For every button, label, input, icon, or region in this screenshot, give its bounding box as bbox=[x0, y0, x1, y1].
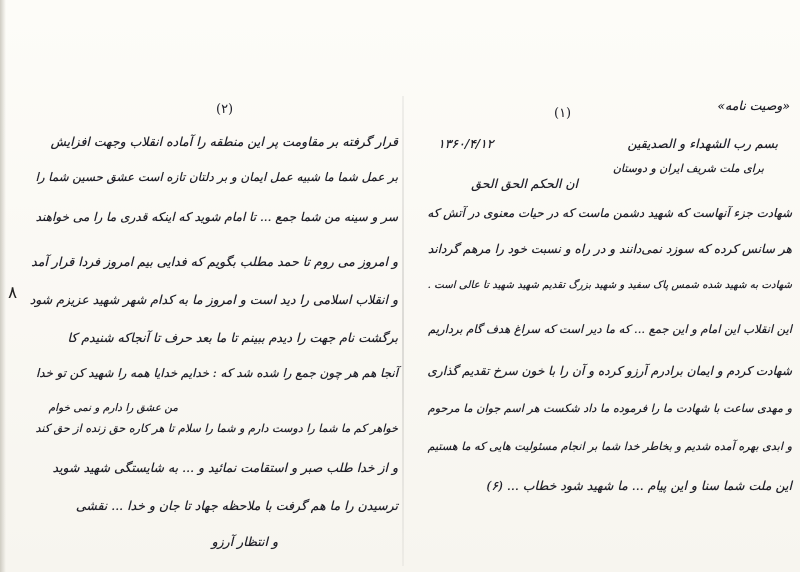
left-line-2: بر عمل شما ما شبیه عمل ایمان و بر دلتان تازه است عشق حسین شما را bbox=[35, 170, 398, 184]
right-page bbox=[420, 96, 792, 566]
letter-date: ۱۳۶۰/۴/۱۲ bbox=[438, 136, 494, 151]
left-line-6: برگشت نام جهت را دیدم ببینم تا ما بعد حرف تا آنجاکه شنیدم کا bbox=[67, 330, 398, 345]
body-line-1: شهادت جزء آنهاست که شهید دشمن ماست که در حیات معنوی در آتش که bbox=[427, 206, 792, 220]
page-number-1: (۱) bbox=[554, 106, 572, 121]
left-lower-line-1: خواهر کم ما شما را دوست دارم و شما را سلام تا هر کاره حق زنده از حق کند bbox=[35, 422, 398, 435]
page-fold bbox=[402, 96, 404, 566]
margin-page-number: ۸ bbox=[8, 283, 18, 303]
heading: ان الحکم الحق الحق bbox=[471, 176, 578, 191]
body-line-3: شهادت به شهید شده شمس پاک سفید و شهید بزرگ تقدیم شهید شهید تا عالی است . bbox=[427, 279, 792, 291]
left-closing-line: و انتظار آرزو bbox=[211, 534, 278, 549]
left-lower-line-3: ترسیدن را ما هم گرفت با ملاحظه جهاد تا جان و خدا ... نقشی bbox=[75, 498, 398, 513]
scan-edge-shadow bbox=[0, 0, 6, 572]
left-lower-line-2: و از خدا طلب صبر و استقامت نمائید و ... به شایستگی شهید شوید bbox=[52, 460, 398, 475]
left-line-1: قرار گرفته بر مقاومت پر این منطقه را آماده انقلاب وجهت افزایش bbox=[50, 134, 398, 149]
subheading: برای ملت شریف ایران و دوستان bbox=[612, 162, 764, 175]
left-line-4: و امروز می روم تا حمد مطلب بگویم که فدایی بیم امروز فردا قرار آمد bbox=[31, 254, 398, 269]
left-line-3: سر و سینه من شما جمع ... تا امام شوید که اینکه قدری ما را می خواهند bbox=[35, 210, 398, 224]
body-line-8: این ملت شما سنا و این پیام ... ما شهید شود خطاب ... (۶) bbox=[486, 478, 792, 493]
body-line-2: هر سانس کرده که سوزد نمی‌دانند و در راه و نسبت خود را مرهم گرداند bbox=[427, 242, 792, 256]
inserted-note: من عشق را دارم و نمی خوام bbox=[48, 402, 178, 414]
page-number-2: (۲) bbox=[216, 102, 234, 117]
header-line: بسم رب الشهداء و الصدیقین bbox=[627, 136, 778, 151]
header-title: «وصیت نامه» bbox=[717, 98, 790, 113]
body-line-5: شهادت کردم و ایمان برادرم آرزو کرده و آن را با خون سرخ تقدیم گذاری bbox=[427, 364, 792, 378]
left-line-5: و انقلاب اسلامی را دید است و امروز ما به کدام شهر شهید عزیزم شود bbox=[29, 292, 398, 307]
left-page bbox=[28, 96, 398, 566]
body-line-4: این انقلاب این امام و این جمع ... که ما دیر است که سراغ هدف گام برداریم bbox=[428, 322, 792, 336]
body-line-6: و مهدی ساعت با شهادت ما را فرموده ما داد شکست هر اسم جوان ما مرحوم bbox=[427, 402, 792, 415]
left-line-7: آنجا هم هر چون جمع را شده شد که : خدایم خدایا همه را شهید کن تو خدا bbox=[35, 366, 398, 380]
body-line-7: و ابدی بهره آمده شدیم و بخاطر خدا شما بر انجام مسئولیت هایی که ما هستیم bbox=[427, 440, 792, 453]
